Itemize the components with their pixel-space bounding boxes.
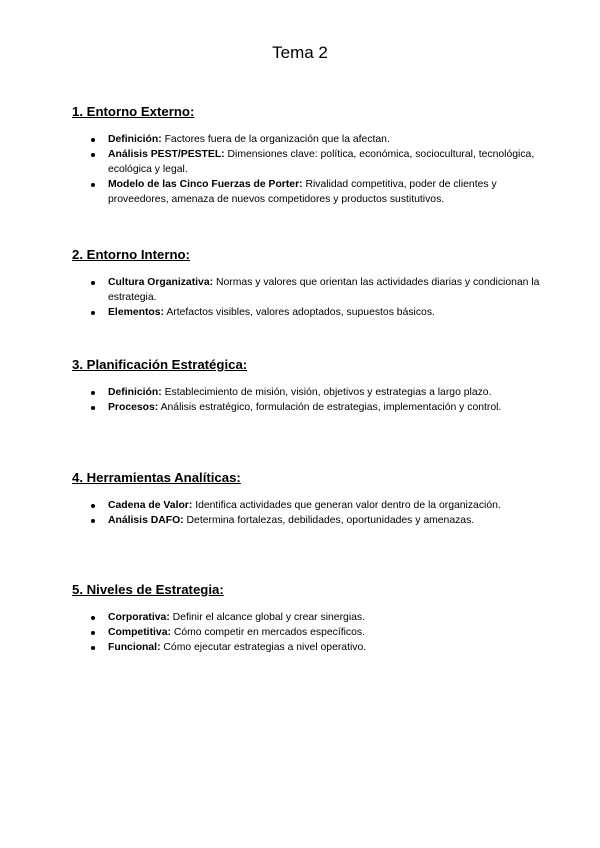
bullet-list <box>72 385 542 415</box>
bullet-list <box>72 275 542 320</box>
bullet-icon <box>91 153 95 157</box>
page-title: Tema 2 <box>272 43 328 62</box>
bullet-icon <box>91 138 95 142</box>
list-item <box>72 177 542 207</box>
list-item <box>72 610 542 625</box>
item-text: Dimensiones clave: política, económica, sociocultural, tecnológica, ecológica y legal. <box>108 149 535 175</box>
section-entorno-interno <box>72 247 542 320</box>
bullet-icon <box>91 183 95 187</box>
item-term: Definición: <box>108 387 162 398</box>
item-term: Cultura Organizativa: <box>108 277 214 288</box>
list-item <box>72 625 542 640</box>
item-text: Determina fortalezas, debilidades, oportunidades y amenazas. <box>186 515 475 526</box>
bullet-icon <box>91 391 95 395</box>
bullet-icon <box>91 311 95 315</box>
item-term: Procesos: <box>108 402 159 413</box>
item-text: Identifica actividades que generan valor dentro de la organización. <box>195 500 501 511</box>
item-term: Cadena de Valor: <box>108 500 193 511</box>
item-text: Definir el alcance global y crear sinergias. <box>172 612 365 623</box>
item-term: Modelo de las Cinco Fuerzas de Porter: <box>108 179 303 190</box>
item-text: Factores fuera de la organización que la afectan. <box>164 134 390 145</box>
bullet-icon <box>91 631 95 635</box>
list-item <box>72 640 542 655</box>
section-heading: 2. Entorno Interno: <box>72 247 190 262</box>
bullet-icon <box>91 646 95 650</box>
item-term: Análisis DAFO: <box>108 515 184 526</box>
item-term: Análisis PEST/PESTEL: <box>108 149 225 160</box>
bullet-icon <box>91 519 95 523</box>
item-text: Artefactos visibles, valores adoptados, supuestos básicos. <box>166 307 435 318</box>
item-text: Cómo competir en mercados específicos. <box>173 627 365 638</box>
bullet-icon <box>91 281 95 285</box>
section-heading: 5. Niveles de Estrategia: <box>72 582 224 597</box>
list-item <box>72 147 542 177</box>
item-text: Cómo ejecutar estrategias a nivel operativo. <box>163 642 367 653</box>
section-heading: 3. Planificación Estratégica: <box>72 357 248 372</box>
list-item <box>72 385 542 400</box>
item-text: Análisis estratégico, formulación de estrategias, implementación y control. <box>160 402 502 413</box>
item-term: Definición: <box>108 134 162 145</box>
section-planificacion-estrategica <box>72 357 542 415</box>
section-heading: 1. Entorno Externo: <box>72 104 195 119</box>
list-item <box>72 498 542 513</box>
section-entorno-externo <box>72 104 542 207</box>
bullet-icon <box>91 616 95 620</box>
bullet-list <box>72 132 542 207</box>
section-heading: 4. Herramientas Analíticas: <box>72 470 241 485</box>
item-term: Competitiva: <box>108 627 171 638</box>
section-niveles-de-estrategia <box>72 582 542 655</box>
section-herramientas-analiticas <box>72 470 542 528</box>
item-term: Elementos: <box>108 307 165 318</box>
bullet-icon <box>91 504 95 508</box>
item-term: Corporativa: <box>108 612 170 623</box>
list-item <box>72 275 542 305</box>
bullet-list <box>72 498 542 528</box>
list-item <box>72 513 542 528</box>
list-item <box>72 400 542 415</box>
list-item <box>72 305 542 320</box>
item-term: Funcional: <box>108 642 161 653</box>
item-text: Establecimiento de misión, visión, objetivos y estrategias a largo plazo. <box>164 387 492 398</box>
bullet-list <box>72 610 542 655</box>
bullet-icon <box>91 406 95 410</box>
item-text: Rivalidad competitiva, poder de clientes y proveedores, amenaza de nuevos competidores y productos sustitutivos. <box>108 179 497 205</box>
list-item <box>72 132 542 147</box>
item-text: Normas y valores que orientan las actividades diarias y condicionan la estrategia. <box>108 277 540 303</box>
